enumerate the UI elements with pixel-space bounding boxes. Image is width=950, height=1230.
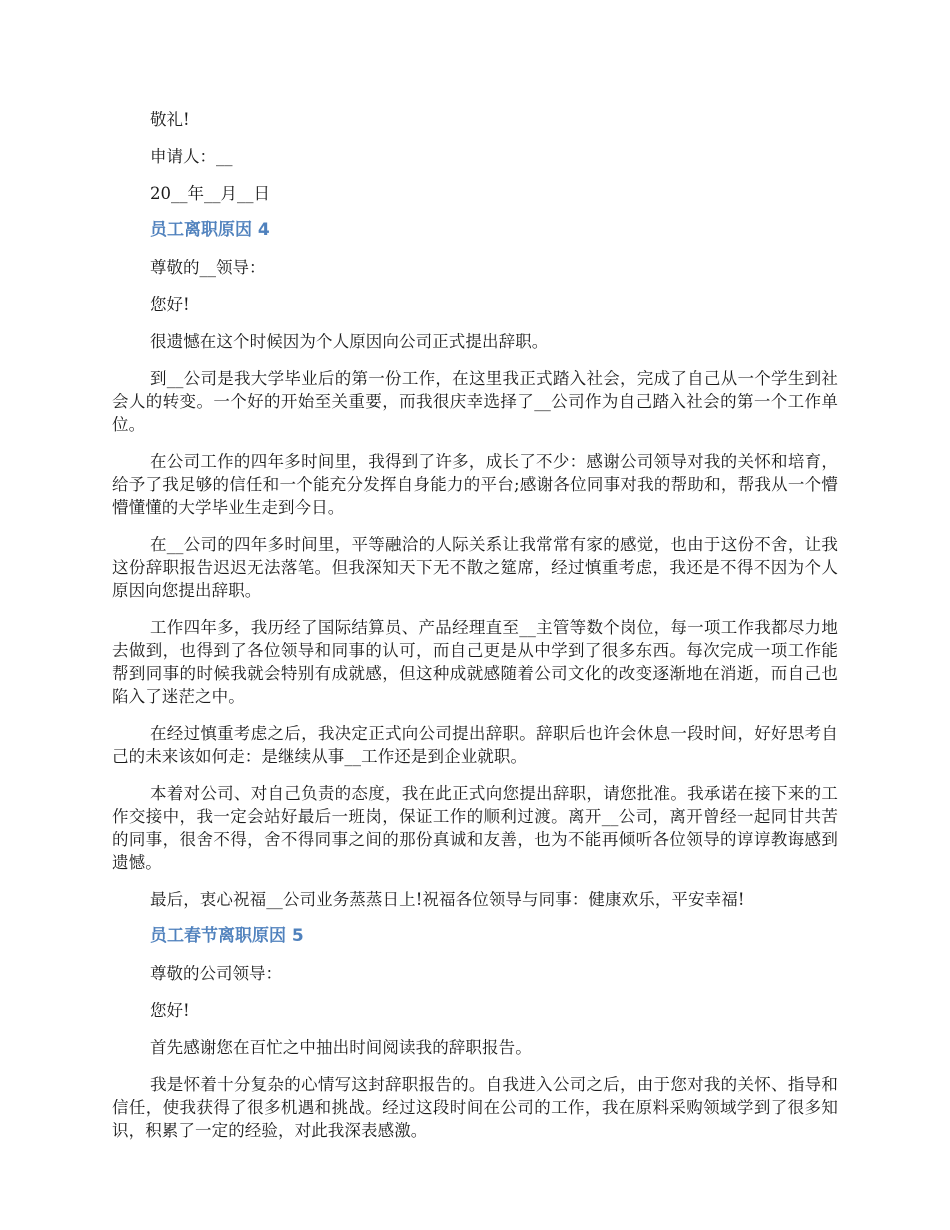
paragraph: 很遗憾在这个时候因为个人原因向公司正式提出辞职。 bbox=[150, 332, 549, 351]
applicant-line: 申请人：__ bbox=[150, 147, 233, 166]
paragraph: 我是怀着十分复杂的心情写这封辞职报告的。自我进入公司之后，由于您对我的关怀、指导和信任，使我获得了很多机遇和挑战。经过这段时间在公司的工作，我在原料采购领域学到了很多知识，积累了一定的经验，对此我深表感激。 bbox=[112, 1075, 838, 1140]
paragraph: 在__公司的四年多时间里，平等融洽的人际关系让我常常有家的感觉，也由于这份不舍，让我这份辞职报告迟迟无法落笔。但我深知天下无不散之筵席，经过慎重考虑，我还是不得不因为个人原因向您提出辞职。 bbox=[112, 535, 838, 600]
paragraph: 工作四年多，我历经了国际结算员、产品经理直至__主管等数个岗位，每一项工作我都尽力地去做到，也得到了各位领导和同事的认可，而自己更是从中学到了很多东西。每次完成一项工作能帮到同事的时候我就会特别有成就感，但这种成就感随着公司文化的改变逐渐地在消逝，而自己也陷入了迷茫之中。 bbox=[112, 618, 838, 706]
document-body bbox=[112, 108, 838, 1156]
greeting-5: 您好! bbox=[150, 1001, 190, 1020]
paragraph: 本着对公司、对自己负责的态度，我在此正式向您提出辞职，请您批准。我承诺在接下来的工作交接中，我一定会站好最后一班岗，保证工作的顺利过渡。离开__公司，离开曾经一起同甘共苦的同事，很舍不得，舍不得同事之间的那份真诚和友善，也为不能再倾听各位领导的谆谆教诲感到遗憾。 bbox=[112, 784, 838, 872]
paragraph: 首先感谢您在百忙之中抽出时间阅读我的辞职报告。 bbox=[150, 1038, 532, 1057]
section-heading-4: 员工离职原因 4 bbox=[150, 220, 270, 240]
date-line: 20__年__月__日 bbox=[150, 184, 270, 203]
greeting-4: 您好! bbox=[150, 295, 190, 314]
paragraph: 在经过慎重考虑之后，我决定正式向公司提出辞职。辞职后也许会休息一段时间，好好思考自己的未来该如何走：是继续从事__工作还是到企业就职。 bbox=[112, 724, 838, 766]
salutation-4: 尊敬的__领导： bbox=[150, 258, 266, 277]
paragraph: 在公司工作的四年多时间里，我得到了许多，成长了不少：感谢公司领导对我的关怀和培育，给予了我足够的信任和一个能充分发挥自身能力的平台;感谢各位同事对我的帮助和，帮我从一个懵懵懂懂的大学毕业生走到今日。 bbox=[112, 452, 838, 517]
paragraph: 到__公司是我大学毕业后的第一份工作，在这里我正式踏入社会，完成了自己从一个学生到社会人的转变。一个好的开始至关重要，而我很庆幸选择了__公司作为自己踏入社会的第一个工作单位。 bbox=[112, 369, 838, 434]
salutation-5: 尊敬的公司领导： bbox=[150, 964, 282, 983]
closing-line: 敬礼! bbox=[150, 110, 190, 129]
paragraph: 最后，衷心祝福__公司业务蒸蒸日上!祝福各位领导与同事：健康欢乐，平安幸福! bbox=[150, 890, 745, 909]
section-heading-5: 员工春节离职原因 5 bbox=[150, 926, 304, 946]
